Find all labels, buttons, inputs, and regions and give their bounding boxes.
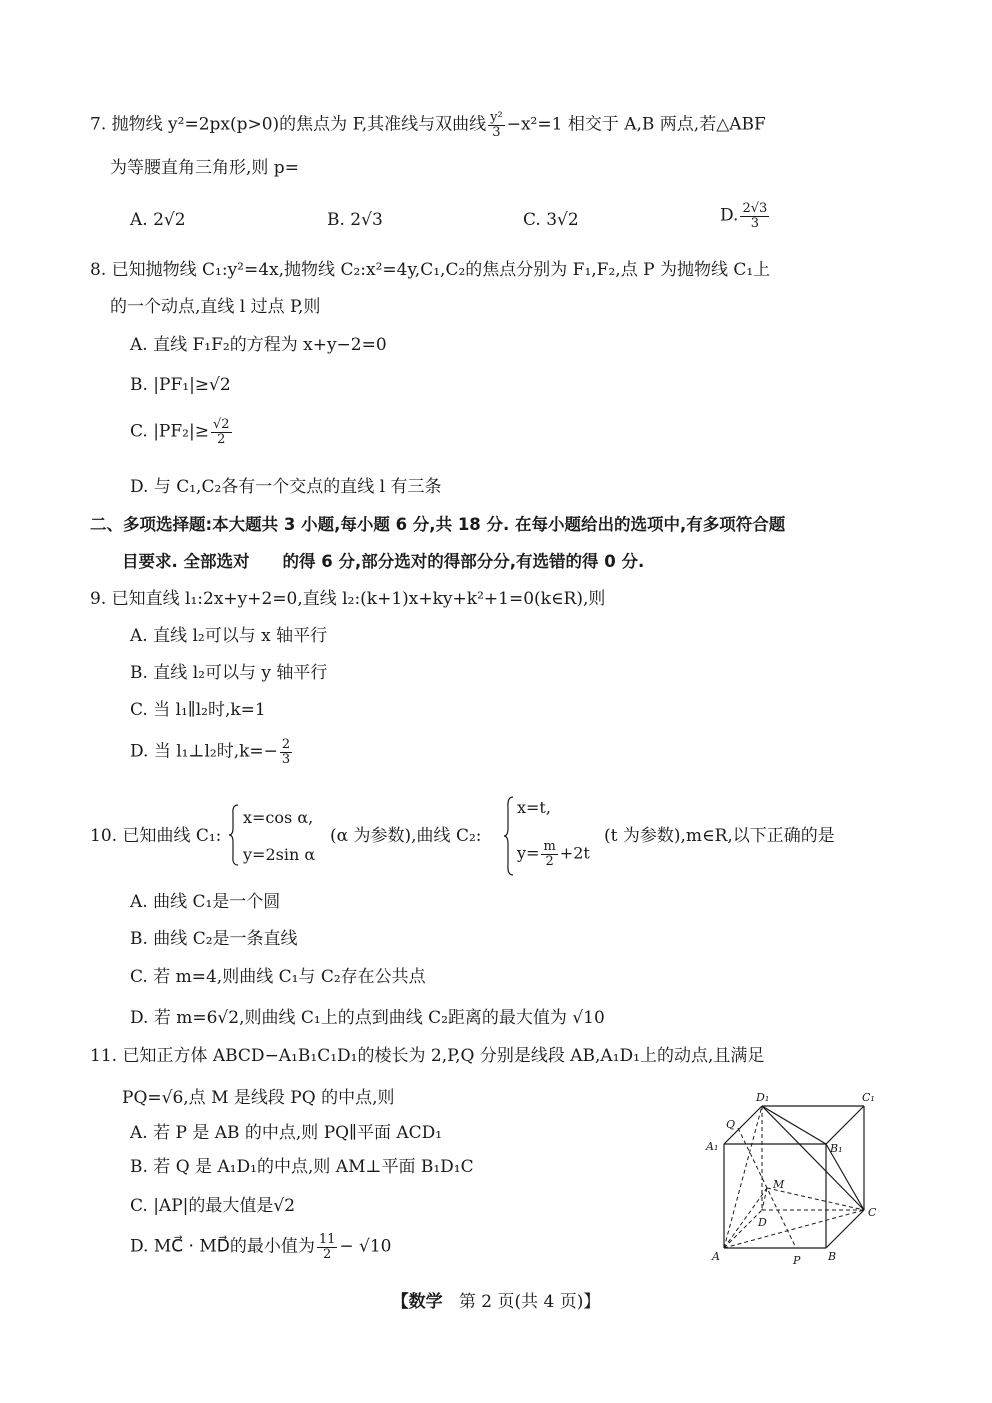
q8-line1: 8. 已知抛物线 C₁:y²=4x,抛物线 C₂:x²=4y,C₁,C₂的焦点分别为 F₁,F₂,点 P 为抛物线 C₁上 xyxy=(90,260,771,280)
q10-option-b: B. 曲线 C₂是一条直线 xyxy=(130,929,298,949)
q10-c2-bottom: y= $\frac{m}{2}$ +2t xyxy=(517,839,590,869)
q10-prefix: 10. 已知曲线 C₁: xyxy=(90,826,222,846)
section2-line2: 目要求. 全部选对 的得 6 分,部分选对的得部分分,有选错的得 0 分. xyxy=(122,552,645,571)
q8-option-c: C. |PF₂|≥ $\frac{√2}{2}$ xyxy=(130,417,230,447)
footer-subject: 【数学 xyxy=(391,1292,443,1312)
label-b1: B₁ xyxy=(830,1142,843,1155)
q11-option-a: A. 若 P 是 AB 的中点,则 PQ∥平面 ACD₁ xyxy=(130,1123,443,1143)
page-footer xyxy=(0,1287,992,1312)
label-c1: C₁ xyxy=(862,1091,875,1104)
q7-option-c: C. 3√2 xyxy=(523,210,579,230)
q10-option-a: A. 曲线 C₁是一个圆 xyxy=(130,892,281,912)
q10-c1-bottom: y=2sin α xyxy=(243,845,316,864)
q10-c2-brace xyxy=(503,796,515,876)
label-m: M xyxy=(773,1178,785,1191)
q10-c2-top: x=t, xyxy=(517,798,551,817)
q9-line1: 9. 已知直线 l₁:2x+y+2=0,直线 l₂:(k+1)x+ky+k²+1=0(k∈R),则 xyxy=(90,589,606,609)
q10-tail: (t 为参数),m∈R,以下正确的是 xyxy=(604,826,835,846)
q9-option-b: B. 直线 l₂可以与 y 轴平行 xyxy=(130,663,328,683)
q8-line2: 的一个动点,直线 l 过点 P,则 xyxy=(110,297,321,317)
label-b: B xyxy=(828,1250,837,1263)
q9-option-a: A. 直线 l₂可以与 x 轴平行 xyxy=(130,626,328,646)
label-p: P xyxy=(793,1254,801,1267)
q9-option-c: C. 当 l₁∥l₂时,k=1 xyxy=(130,700,266,720)
q7-line2: 为等腰直角三角形,则 p= xyxy=(110,158,299,178)
label-d: D xyxy=(758,1216,767,1229)
q7-fraction: $\frac{\text{y²}}{3}$ xyxy=(490,110,503,140)
q7-option-a: A. 2√2 xyxy=(130,210,186,230)
q7-option-b: B. 2√3 xyxy=(327,210,383,230)
q11-option-b: B. 若 Q 是 A₁D₁的中点,则 AM⊥平面 B₁D₁C xyxy=(130,1157,474,1177)
label-a1: A₁ xyxy=(706,1140,719,1153)
footer-page: 第 2 页(共 4 页)】 xyxy=(458,1292,601,1312)
q11-line2: PQ=√6,点 M 是线段 PQ 的中点,则 xyxy=(122,1088,395,1108)
q10-c1-top: x=cos α, xyxy=(243,808,314,827)
label-c: C xyxy=(868,1206,877,1219)
label-q: Q xyxy=(726,1118,736,1131)
q11-line1: 11. 已知正方体 ABCD−A₁B₁C₁D₁的棱长为 2,P,Q 分别是线段 AB,A₁D₁上的动点,且满足 xyxy=(90,1046,765,1066)
q7-line1: 7. 抛物线 y²=2px(p>0)的焦点为 F,其准线与双曲线 $\frac{\text{y²}}{3}$ −x²=1 相交于 A,B 两点,若△ABF xyxy=(90,110,766,140)
q10-option-d: D. 若 m=6√2,则曲线 C₁上的点到曲线 C₂距离的最大值为 √10 xyxy=(130,1008,605,1028)
label-a: A xyxy=(712,1250,720,1263)
q9-option-d: D. 当 l₁⊥l₂时,k=− $\frac{2}{3}$ xyxy=(130,737,291,767)
q8-option-a: A. 直线 F₁F₂的方程为 x+y−2=0 xyxy=(130,335,387,355)
label-d1: D₁ xyxy=(756,1091,770,1104)
q7-option-d: D. $\frac{2√3}{3}$ xyxy=(720,201,768,231)
q8-option-d: D. 与 C₁,C₂各有一个交点的直线 l 有三条 xyxy=(130,477,442,497)
q8-option-b: B. |PF₁|≥√2 xyxy=(130,375,231,395)
q11-option-c: C. |AP|的最大值是√2 xyxy=(130,1196,296,1216)
cube-figure xyxy=(700,1088,890,1268)
q11-option-d: D. MC⃗ · MD⃗的最小值为 $\frac{11}{2}$ − √10 xyxy=(130,1232,392,1262)
q10-c1-brace xyxy=(228,804,240,866)
q10-mid: (α 为参数),曲线 C₂: xyxy=(330,826,482,846)
q10-option-c: C. 若 m=4,则曲线 C₁与 C₂存在公共点 xyxy=(130,967,426,987)
section2-line1: 二、多项选择题:本大题共 3 小题,每小题 6 分,共 18 分. 在每小题给出的选项中,有多项符合题 xyxy=(90,515,786,534)
